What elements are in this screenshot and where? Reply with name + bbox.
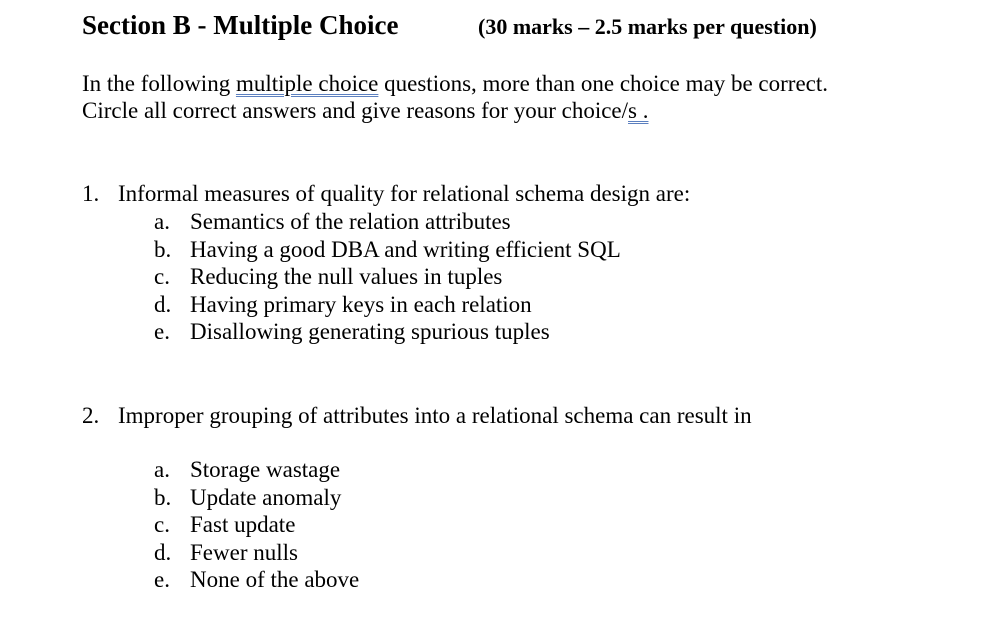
instructions-line-2	[82, 97, 828, 124]
option-letter: e.	[154, 319, 170, 345]
question-text: Informal measures of quality for relational schema design are:	[118, 181, 691, 206]
question-text: Improper grouping of attributes into a relational schema can result in	[118, 403, 752, 428]
option-text: Fewer nulls	[190, 539, 298, 565]
option-text: Disallowing generating spurious tuples	[190, 319, 550, 345]
option-letter: a.	[154, 457, 170, 482]
instructions-line-1-end: questions, more than one choice may be correct.	[378, 71, 829, 96]
section-title: Section B - Multiple Choice	[82, 10, 399, 40]
option-letter: d.	[154, 539, 172, 565]
grammar-marked-text[interactable]: s .	[628, 98, 649, 123]
option-text: Having a good DBA and writing efficient SQL	[190, 236, 621, 262]
option-text: Having primary keys in each relation	[190, 291, 532, 317]
option-letter: c.	[154, 512, 170, 538]
option-letter: a.	[154, 209, 170, 234]
option-letter: b.	[154, 484, 172, 510]
option-text: Update anomaly	[190, 484, 342, 510]
question-number: 2.	[82, 403, 100, 428]
option-letter: c.	[154, 264, 170, 290]
question-number: 1.	[82, 181, 100, 206]
instructions-line-1-start: In the following	[82, 71, 236, 96]
instructions-line-1	[82, 70, 828, 97]
option-letter: e.	[154, 567, 170, 593]
option-letter: d.	[154, 291, 172, 317]
option-text: None of the above	[190, 567, 360, 593]
instructions-line-2-start: Circle all correct answers and give reasons for your choice/	[82, 98, 629, 123]
option-text: Reducing the null values in tuples	[190, 264, 503, 290]
grammar-marked-text[interactable]: multiple choice	[235, 71, 379, 96]
instructions	[82, 70, 828, 124]
section-header	[82, 10, 962, 44]
marks-allocation: (30 marks – 2.5 marks per question)	[478, 14, 817, 39]
option-letter: b.	[154, 236, 172, 262]
option-text: Storage wastage	[190, 457, 341, 482]
option-text: Fast update	[190, 512, 296, 538]
option-text: Semantics of the relation attributes	[190, 209, 511, 234]
